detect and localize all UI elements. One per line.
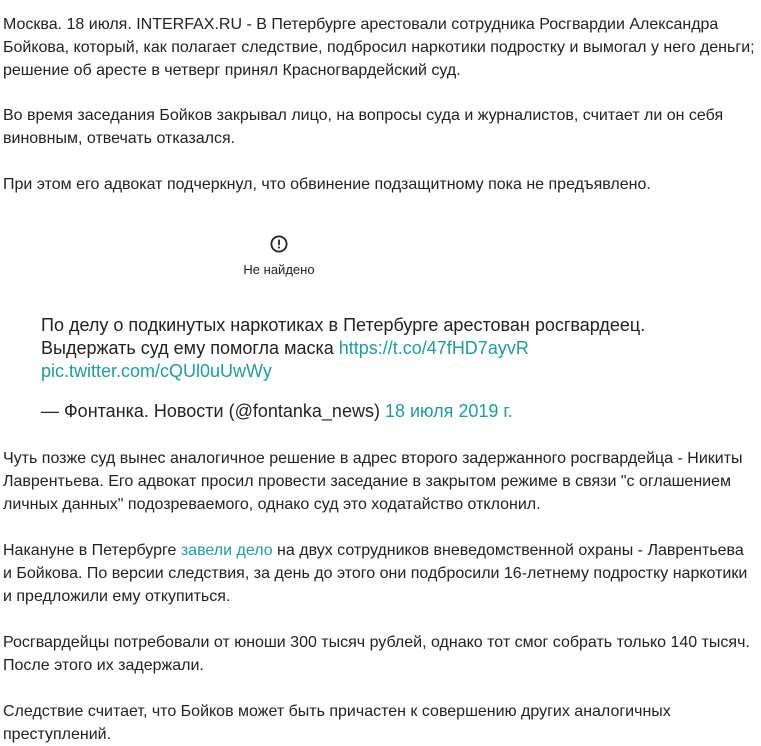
embed-not-found [229, 235, 329, 278]
paragraph-investigation: Следствие считает, что Бойков может быть причастен к совершению других аналогичных преступлений. [3, 703, 671, 743]
paragraph-case-after: на двух сотрудников вневедомственной охраны - Лаврентьева и Бойкова. По версии следствия, за день до этого они подбросили 16-летнему подростку наркотики и предложили ему откупиться. [3, 542, 748, 605]
tweet-date-link[interactable]: 18 июля 2019 г. [384, 401, 513, 421]
paragraph-case-opened [3, 539, 755, 608]
paragraph-second-detainee: Чуть позже суд вынес аналогичное решение в адрес второго задержанного росгвардейца - Никиты Лаврентьева. Его адвокат просил провести заседание в закрытом режиме в связи "с оглашением личных данных" подозреваемого, однако суд это ходатайство отклонил. [3, 450, 743, 513]
paragraph-lead: Москва. 18 июля. INTERFAX.RU - В Петербурге арестовали сотрудника Росгвардии Александра Бойкова, который, как полагает следствие, подбросил наркотики подростку и вымогал у него деньги; решение об аресте в четверг принял Красногвардейский суд. [3, 16, 755, 79]
tweet-link-tco[interactable]: https://t.co/47fHD7ayvR [338, 338, 529, 358]
alert-circle-icon [270, 235, 288, 253]
tweet-embed [41, 314, 741, 421]
tweet-attribution [41, 400, 513, 423]
not-found-label: Не найдено [243, 262, 315, 277]
paragraph-extortion: Росгвардейцы потребовали от юноши 300 тысяч рублей, однако тот смог собрать только 140 тысяч. После этого их задержали. [3, 634, 750, 674]
tweet-link-pic[interactable]: pic.twitter.com/cQUl0uUwWy [41, 361, 272, 381]
tweet-text [41, 314, 741, 383]
tweet-author: — Фонтанка. Новости (@fontanka_news) [41, 401, 385, 421]
paragraph-case-before: Накануне в Петербурге [3, 542, 181, 559]
paragraph-lawyer: При этом его адвокат подчеркнул, что обвинение подзащитному пока не предъявлено. [3, 176, 651, 193]
case-opened-link[interactable]: завели дело [180, 542, 273, 559]
tweet-body: По делу о подкинутых наркотиках в Петербурге арестован росгвардеец. Выдержать суд ему помогла маска [41, 315, 646, 358]
paragraph-court-session: Во время заседания Бойков закрывал лицо, на вопросы суда и журналистов, считает ли он себя виновным, отвечать отказался. [3, 107, 724, 147]
